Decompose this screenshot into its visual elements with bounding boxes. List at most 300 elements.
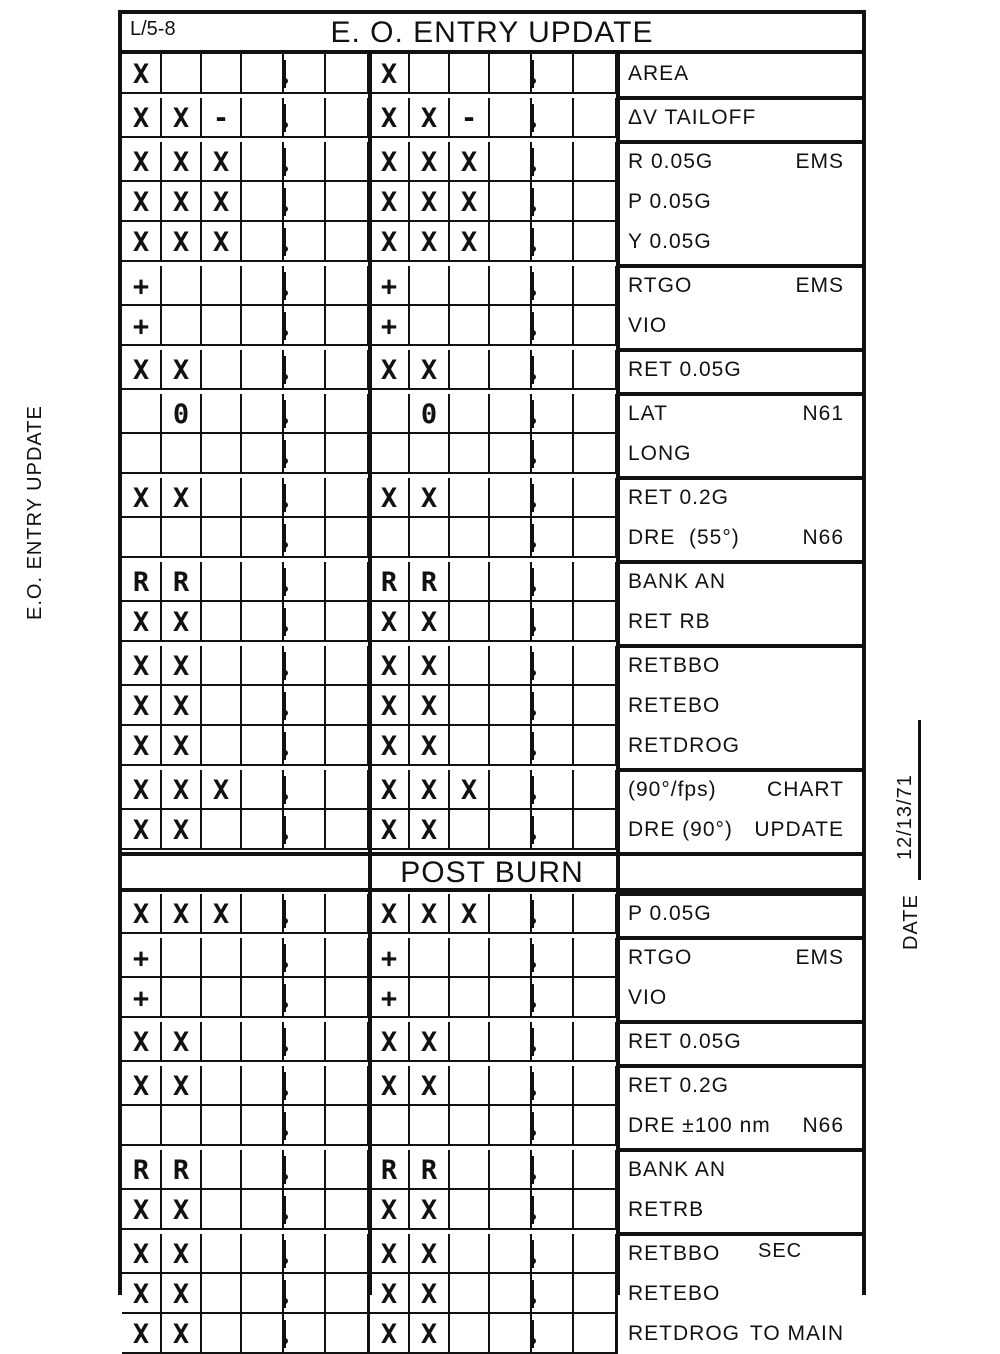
pad-cell[interactable]: + xyxy=(122,266,162,306)
pad-cell[interactable] xyxy=(490,1150,532,1190)
pad-cell[interactable] xyxy=(202,978,242,1018)
pad-cell[interactable]: X xyxy=(162,1314,202,1354)
pad-cell[interactable] xyxy=(490,434,532,474)
pad-cell[interactable] xyxy=(532,770,574,810)
pad-cell[interactable] xyxy=(410,518,450,558)
pad-cell[interactable] xyxy=(326,1066,370,1106)
pad-cell[interactable] xyxy=(490,894,532,934)
pad-cell[interactable] xyxy=(242,1314,284,1354)
pad-cell[interactable] xyxy=(202,1274,242,1314)
pad-cell[interactable] xyxy=(202,1190,242,1230)
pad-cell[interactable] xyxy=(532,434,574,474)
pad-cell[interactable] xyxy=(202,478,242,518)
pad-cell[interactable] xyxy=(284,602,326,642)
pad-cell[interactable] xyxy=(490,1106,532,1146)
pad-cell[interactable] xyxy=(450,434,490,474)
pad-cell[interactable] xyxy=(202,1234,242,1274)
pad-cell[interactable]: X xyxy=(162,350,202,390)
pad-cell[interactable]: X xyxy=(202,770,242,810)
pad-cell[interactable] xyxy=(242,1150,284,1190)
pad-cell[interactable] xyxy=(574,726,618,766)
pad-cell[interactable] xyxy=(450,1314,490,1354)
pad-cell[interactable]: X xyxy=(370,770,410,810)
pad-cell[interactable]: X xyxy=(410,810,450,850)
pad-cell[interactable]: 0 xyxy=(162,394,202,434)
pad-cell[interactable] xyxy=(532,978,574,1018)
pad-cell[interactable] xyxy=(326,810,370,850)
pad-cell[interactable]: X xyxy=(370,1066,410,1106)
pad-cell[interactable]: X xyxy=(122,1066,162,1106)
pad-cell[interactable]: X xyxy=(450,142,490,182)
pad-cell[interactable] xyxy=(450,726,490,766)
pad-cell[interactable] xyxy=(284,562,326,602)
pad-cell[interactable] xyxy=(242,978,284,1018)
pad-cell[interactable] xyxy=(284,978,326,1018)
pad-cell[interactable] xyxy=(574,1150,618,1190)
pad-cell[interactable] xyxy=(162,434,202,474)
pad-cell[interactable]: X xyxy=(122,478,162,518)
pad-cell[interactable] xyxy=(242,478,284,518)
pad-cell[interactable]: X xyxy=(410,602,450,642)
pad-cell[interactable] xyxy=(490,1274,532,1314)
pad-cell[interactable] xyxy=(326,562,370,602)
pad-cell[interactable] xyxy=(326,478,370,518)
pad-cell[interactable] xyxy=(490,810,532,850)
pad-cell[interactable]: + xyxy=(122,978,162,1018)
pad-cell[interactable] xyxy=(450,1106,490,1146)
pad-cell[interactable] xyxy=(490,394,532,434)
pad-cell[interactable]: X xyxy=(410,686,450,726)
pad-cell[interactable] xyxy=(284,266,326,306)
pad-cell[interactable] xyxy=(284,1106,326,1146)
pad-cell[interactable] xyxy=(574,646,618,686)
pad-cell[interactable] xyxy=(202,1066,242,1106)
pad-cell[interactable]: X xyxy=(370,350,410,390)
pad-cell[interactable] xyxy=(284,434,326,474)
pad-cell[interactable] xyxy=(326,978,370,1018)
pad-cell[interactable] xyxy=(326,686,370,726)
pad-cell[interactable]: R xyxy=(370,562,410,602)
pad-cell[interactable] xyxy=(284,98,326,138)
pad-cell[interactable] xyxy=(284,894,326,934)
pad-cell[interactable] xyxy=(574,938,618,978)
pad-cell[interactable]: X xyxy=(162,98,202,138)
pad-cell[interactable] xyxy=(532,1274,574,1314)
pad-cell[interactable] xyxy=(162,978,202,1018)
pad-cell[interactable] xyxy=(162,1106,202,1146)
pad-cell[interactable] xyxy=(284,518,326,558)
pad-cell[interactable] xyxy=(284,686,326,726)
pad-cell[interactable] xyxy=(532,182,574,222)
pad-cell[interactable] xyxy=(410,434,450,474)
pad-cell[interactable] xyxy=(450,978,490,1018)
pad-cell[interactable] xyxy=(450,350,490,390)
pad-cell[interactable]: X xyxy=(122,182,162,222)
pad-cell[interactable] xyxy=(284,1274,326,1314)
pad-cell[interactable]: X xyxy=(450,222,490,262)
pad-cell[interactable]: X xyxy=(122,646,162,686)
pad-cell[interactable] xyxy=(242,434,284,474)
pad-cell[interactable]: + xyxy=(370,306,410,346)
pad-cell[interactable] xyxy=(532,350,574,390)
pad-cell[interactable] xyxy=(490,98,532,138)
pad-cell[interactable] xyxy=(532,142,574,182)
pad-cell[interactable] xyxy=(574,1106,618,1146)
pad-cell[interactable]: X xyxy=(370,1314,410,1354)
pad-cell[interactable] xyxy=(574,306,618,346)
pad-cell[interactable] xyxy=(284,478,326,518)
pad-cell[interactable] xyxy=(326,1234,370,1274)
pad-cell[interactable] xyxy=(450,1190,490,1230)
pad-cell[interactable] xyxy=(284,222,326,262)
pad-cell[interactable]: X xyxy=(370,54,410,94)
pad-cell[interactable] xyxy=(574,894,618,934)
pad-cell[interactable] xyxy=(284,54,326,94)
pad-cell[interactable] xyxy=(242,1190,284,1230)
pad-cell[interactable] xyxy=(574,182,618,222)
pad-cell[interactable]: R xyxy=(122,1150,162,1190)
pad-cell[interactable]: R xyxy=(410,1150,450,1190)
pad-cell[interactable] xyxy=(532,1314,574,1354)
pad-cell[interactable] xyxy=(574,394,618,434)
pad-cell[interactable]: X xyxy=(410,98,450,138)
pad-cell[interactable] xyxy=(326,938,370,978)
pad-cell[interactable]: X xyxy=(370,142,410,182)
pad-cell[interactable] xyxy=(574,602,618,642)
pad-cell[interactable]: X xyxy=(202,222,242,262)
pad-cell[interactable]: X xyxy=(370,894,410,934)
pad-cell[interactable] xyxy=(242,54,284,94)
pad-cell[interactable]: X xyxy=(370,98,410,138)
pad-cell[interactable] xyxy=(202,434,242,474)
pad-cell[interactable] xyxy=(490,646,532,686)
pad-cell[interactable]: X xyxy=(162,646,202,686)
pad-cell[interactable] xyxy=(202,726,242,766)
pad-cell[interactable] xyxy=(532,98,574,138)
pad-cell[interactable] xyxy=(242,222,284,262)
pad-cell[interactable] xyxy=(162,54,202,94)
pad-cell[interactable] xyxy=(532,1190,574,1230)
pad-cell[interactable] xyxy=(490,1190,532,1230)
pad-cell[interactable] xyxy=(284,1022,326,1062)
pad-cell[interactable] xyxy=(574,1274,618,1314)
pad-cell[interactable] xyxy=(450,562,490,602)
pad-cell[interactable]: R xyxy=(410,562,450,602)
pad-cell[interactable] xyxy=(410,306,450,346)
pad-cell[interactable] xyxy=(284,350,326,390)
pad-cell[interactable] xyxy=(490,142,532,182)
pad-cell[interactable] xyxy=(532,1106,574,1146)
pad-cell[interactable] xyxy=(574,222,618,262)
pad-cell[interactable]: X xyxy=(202,142,242,182)
pad-cell[interactable] xyxy=(162,518,202,558)
pad-cell[interactable] xyxy=(532,478,574,518)
pad-cell[interactable] xyxy=(450,602,490,642)
pad-cell[interactable]: X xyxy=(370,478,410,518)
pad-cell[interactable] xyxy=(202,266,242,306)
pad-cell[interactable]: X xyxy=(122,222,162,262)
pad-cell[interactable] xyxy=(450,1274,490,1314)
pad-cell[interactable]: X xyxy=(162,1274,202,1314)
pad-cell[interactable] xyxy=(450,518,490,558)
pad-cell[interactable] xyxy=(202,1150,242,1190)
pad-cell[interactable] xyxy=(326,602,370,642)
pad-cell[interactable] xyxy=(490,1022,532,1062)
pad-cell[interactable]: 0 xyxy=(410,394,450,434)
pad-cell[interactable] xyxy=(202,54,242,94)
pad-cell[interactable] xyxy=(242,894,284,934)
pad-cell[interactable] xyxy=(450,686,490,726)
pad-cell[interactable]: X xyxy=(370,182,410,222)
pad-cell[interactable] xyxy=(326,350,370,390)
pad-cell[interactable]: X xyxy=(370,646,410,686)
pad-cell[interactable] xyxy=(242,810,284,850)
pad-cell[interactable] xyxy=(122,434,162,474)
pad-cell[interactable]: X xyxy=(122,726,162,766)
pad-cell[interactable] xyxy=(202,306,242,346)
pad-cell[interactable] xyxy=(284,182,326,222)
pad-cell[interactable] xyxy=(326,306,370,346)
pad-cell[interactable]: X xyxy=(162,686,202,726)
pad-cell[interactable]: X xyxy=(410,1022,450,1062)
pad-cell[interactable] xyxy=(326,894,370,934)
pad-cell[interactable] xyxy=(574,266,618,306)
pad-cell[interactable] xyxy=(574,686,618,726)
pad-cell[interactable]: X xyxy=(410,646,450,686)
pad-cell[interactable] xyxy=(450,646,490,686)
pad-cell[interactable] xyxy=(162,306,202,346)
pad-cell[interactable] xyxy=(326,98,370,138)
pad-cell[interactable] xyxy=(242,394,284,434)
pad-cell[interactable] xyxy=(574,1066,618,1106)
pad-cell[interactable] xyxy=(450,1066,490,1106)
pad-cell[interactable]: X xyxy=(162,1066,202,1106)
pad-cell[interactable] xyxy=(326,54,370,94)
pad-cell[interactable]: X xyxy=(370,1234,410,1274)
pad-cell[interactable]: X xyxy=(410,726,450,766)
pad-cell[interactable] xyxy=(532,1234,574,1274)
pad-cell[interactable] xyxy=(490,562,532,602)
pad-cell[interactable] xyxy=(284,142,326,182)
pad-cell[interactable] xyxy=(532,266,574,306)
pad-cell[interactable] xyxy=(242,350,284,390)
pad-cell[interactable] xyxy=(574,770,618,810)
pad-cell[interactable] xyxy=(532,726,574,766)
pad-cell[interactable] xyxy=(450,938,490,978)
pad-cell[interactable]: + xyxy=(370,266,410,306)
pad-cell[interactable] xyxy=(574,1022,618,1062)
pad-cell[interactable]: - xyxy=(202,98,242,138)
pad-cell[interactable] xyxy=(450,394,490,434)
pad-cell[interactable] xyxy=(242,266,284,306)
pad-cell[interactable] xyxy=(574,142,618,182)
pad-cell[interactable] xyxy=(326,1314,370,1354)
pad-cell[interactable] xyxy=(450,1022,490,1062)
pad-cell[interactable] xyxy=(490,306,532,346)
pad-cell[interactable] xyxy=(490,266,532,306)
pad-cell[interactable] xyxy=(242,98,284,138)
pad-cell[interactable]: X xyxy=(370,726,410,766)
pad-cell[interactable] xyxy=(202,562,242,602)
pad-cell[interactable] xyxy=(284,394,326,434)
pad-cell[interactable] xyxy=(162,266,202,306)
pad-cell[interactable]: X xyxy=(162,894,202,934)
pad-cell[interactable] xyxy=(490,770,532,810)
pad-cell[interactable] xyxy=(532,306,574,346)
pad-cell[interactable] xyxy=(574,98,618,138)
pad-cell[interactable] xyxy=(370,434,410,474)
pad-cell[interactable] xyxy=(410,54,450,94)
pad-cell[interactable] xyxy=(202,1106,242,1146)
pad-cell[interactable]: X xyxy=(370,602,410,642)
pad-cell[interactable] xyxy=(284,306,326,346)
pad-cell[interactable]: X xyxy=(122,1022,162,1062)
pad-cell[interactable] xyxy=(532,686,574,726)
pad-cell[interactable] xyxy=(284,1190,326,1230)
pad-cell[interactable] xyxy=(532,810,574,850)
pad-cell[interactable] xyxy=(242,646,284,686)
pad-cell[interactable] xyxy=(370,518,410,558)
pad-cell[interactable] xyxy=(326,1274,370,1314)
pad-cell[interactable] xyxy=(490,54,532,94)
pad-cell[interactable] xyxy=(326,222,370,262)
pad-cell[interactable] xyxy=(532,518,574,558)
pad-cell[interactable] xyxy=(450,478,490,518)
pad-cell[interactable] xyxy=(450,306,490,346)
pad-cell[interactable]: X xyxy=(122,894,162,934)
pad-cell[interactable] xyxy=(202,938,242,978)
pad-cell[interactable] xyxy=(202,646,242,686)
pad-cell[interactable] xyxy=(574,1234,618,1274)
pad-cell[interactable] xyxy=(574,478,618,518)
pad-cell[interactable] xyxy=(202,602,242,642)
pad-cell[interactable] xyxy=(532,562,574,602)
pad-cell[interactable]: X xyxy=(122,350,162,390)
pad-cell[interactable] xyxy=(284,1314,326,1354)
pad-cell[interactable] xyxy=(326,1190,370,1230)
pad-cell[interactable]: X xyxy=(410,894,450,934)
pad-cell[interactable] xyxy=(326,266,370,306)
pad-cell[interactable] xyxy=(242,142,284,182)
pad-cell[interactable]: X xyxy=(410,1274,450,1314)
pad-cell[interactable]: X xyxy=(122,1190,162,1230)
pad-cell[interactable] xyxy=(326,394,370,434)
pad-cell[interactable] xyxy=(490,1314,532,1354)
pad-cell[interactable] xyxy=(242,726,284,766)
pad-cell[interactable] xyxy=(410,978,450,1018)
pad-cell[interactable] xyxy=(574,810,618,850)
pad-cell[interactable] xyxy=(490,350,532,390)
pad-cell[interactable] xyxy=(490,602,532,642)
pad-cell[interactable]: + xyxy=(122,306,162,346)
pad-cell[interactable] xyxy=(574,518,618,558)
pad-cell[interactable]: X xyxy=(162,1022,202,1062)
pad-cell[interactable] xyxy=(574,434,618,474)
pad-cell[interactable] xyxy=(284,1234,326,1274)
pad-cell[interactable] xyxy=(284,938,326,978)
pad-cell[interactable]: X xyxy=(450,770,490,810)
pad-cell[interactable] xyxy=(284,1066,326,1106)
pad-cell[interactable]: R xyxy=(162,562,202,602)
pad-cell[interactable]: X xyxy=(410,350,450,390)
pad-cell[interactable]: X xyxy=(370,1274,410,1314)
pad-cell[interactable] xyxy=(284,810,326,850)
pad-cell[interactable]: R xyxy=(122,562,162,602)
pad-cell[interactable] xyxy=(532,222,574,262)
pad-cell[interactable] xyxy=(122,518,162,558)
pad-cell[interactable] xyxy=(574,350,618,390)
pad-cell[interactable] xyxy=(242,562,284,602)
pad-cell[interactable]: X xyxy=(122,142,162,182)
pad-cell[interactable] xyxy=(242,1234,284,1274)
pad-cell[interactable]: X xyxy=(162,602,202,642)
pad-cell[interactable] xyxy=(202,686,242,726)
pad-cell[interactable]: X xyxy=(370,1022,410,1062)
pad-cell[interactable] xyxy=(370,1106,410,1146)
pad-cell[interactable] xyxy=(532,894,574,934)
pad-cell[interactable] xyxy=(490,478,532,518)
pad-cell[interactable] xyxy=(242,1066,284,1106)
pad-cell[interactable] xyxy=(242,686,284,726)
pad-cell[interactable] xyxy=(532,1022,574,1062)
pad-cell[interactable]: X xyxy=(122,1314,162,1354)
pad-cell[interactable] xyxy=(242,182,284,222)
pad-cell[interactable] xyxy=(326,726,370,766)
pad-cell[interactable] xyxy=(532,1150,574,1190)
pad-cell[interactable]: X xyxy=(162,182,202,222)
pad-cell[interactable]: X xyxy=(122,602,162,642)
pad-cell[interactable] xyxy=(532,394,574,434)
pad-cell[interactable] xyxy=(450,266,490,306)
pad-cell[interactable] xyxy=(490,686,532,726)
pad-cell[interactable] xyxy=(450,54,490,94)
pad-cell[interactable] xyxy=(242,1106,284,1146)
pad-cell[interactable]: X xyxy=(162,142,202,182)
pad-cell[interactable] xyxy=(490,182,532,222)
pad-cell[interactable]: X xyxy=(162,1190,202,1230)
pad-cell[interactable]: X xyxy=(410,142,450,182)
pad-cell[interactable]: + xyxy=(122,938,162,978)
pad-cell[interactable]: X xyxy=(122,54,162,94)
pad-cell[interactable] xyxy=(574,1314,618,1354)
pad-cell[interactable] xyxy=(532,938,574,978)
pad-cell[interactable] xyxy=(326,1106,370,1146)
pad-cell[interactable]: X xyxy=(122,1234,162,1274)
pad-cell[interactable]: X xyxy=(122,1274,162,1314)
pad-cell[interactable] xyxy=(242,938,284,978)
pad-cell[interactable]: X xyxy=(162,1234,202,1274)
pad-cell[interactable]: X xyxy=(410,1234,450,1274)
pad-cell[interactable] xyxy=(326,518,370,558)
pad-cell[interactable] xyxy=(490,726,532,766)
pad-cell[interactable]: X xyxy=(410,1066,450,1106)
pad-cell[interactable]: X xyxy=(122,686,162,726)
pad-cell[interactable] xyxy=(490,222,532,262)
pad-cell[interactable] xyxy=(284,726,326,766)
pad-cell[interactable] xyxy=(326,770,370,810)
pad-cell[interactable] xyxy=(490,518,532,558)
pad-cell[interactable] xyxy=(326,646,370,686)
pad-cell[interactable] xyxy=(242,306,284,346)
pad-cell[interactable] xyxy=(532,646,574,686)
pad-cell[interactable]: X xyxy=(122,98,162,138)
pad-cell[interactable] xyxy=(532,1066,574,1106)
pad-cell[interactable] xyxy=(326,142,370,182)
pad-cell[interactable]: R xyxy=(370,1150,410,1190)
pad-cell[interactable] xyxy=(490,938,532,978)
pad-cell[interactable] xyxy=(122,394,162,434)
pad-cell[interactable] xyxy=(284,1150,326,1190)
